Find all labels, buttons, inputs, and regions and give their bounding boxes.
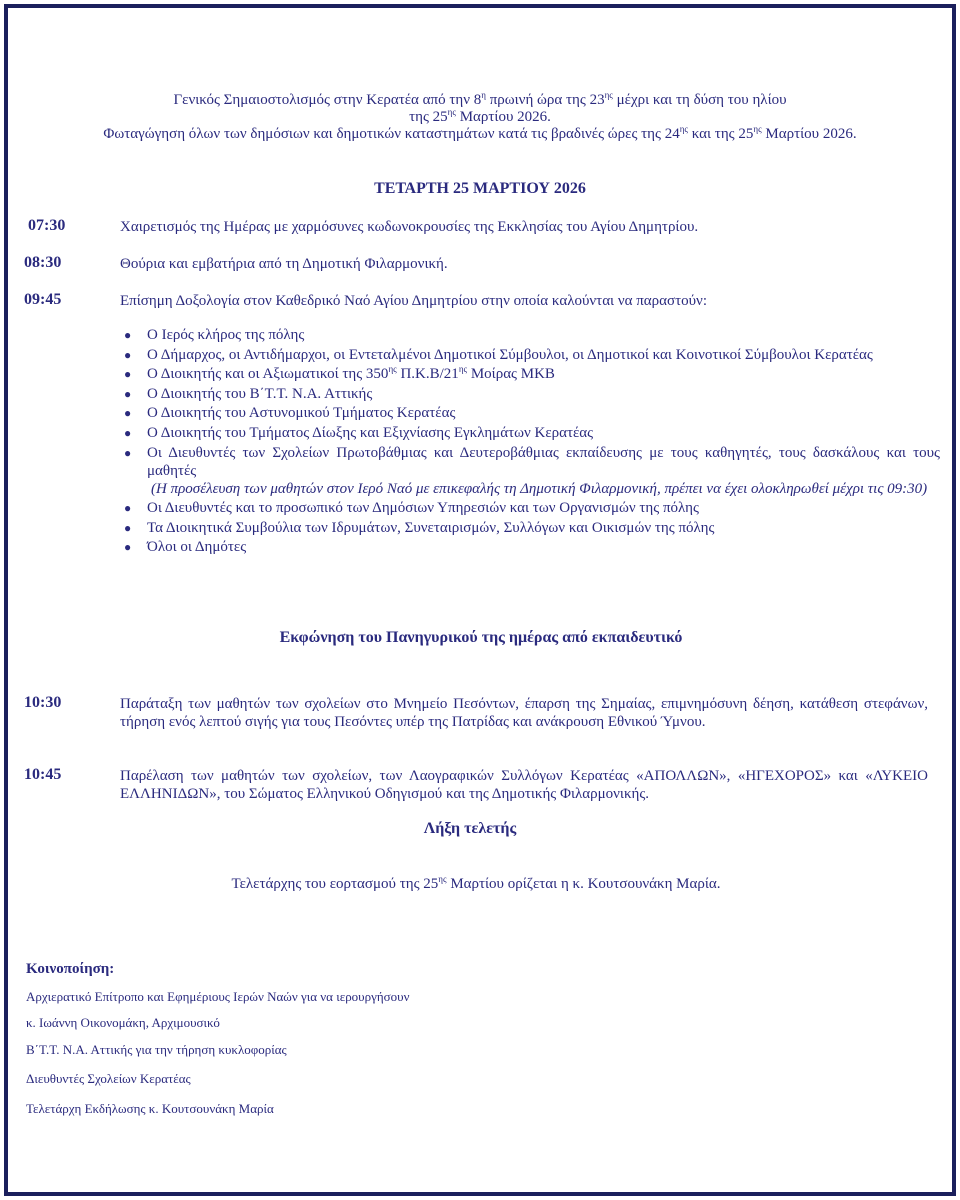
bullet-icon: ●: [124, 367, 132, 382]
list-item-text: Οι Διευθυντές των Σχολείων Πρωτοβάθμιας και Δευτεροβάθμιας εκπαίδευσης με τους καθηγητές, τους δασκάλους και τους μαθητές: [147, 444, 940, 479]
ordinal-suffix: ης: [388, 364, 397, 375]
ordinal-suffix: η: [481, 90, 486, 100]
cc-item: Τελετάρχη Εκδήλωσης κ. Κουτσουνάκη Μαρία: [26, 1101, 274, 1116]
master-text: Μαρτίου ορίζεται η κ. Κουτσουνάκη Μαρία.: [446, 876, 721, 892]
list-item-text: Μοίρας ΜΚΒ: [467, 366, 555, 383]
list-item-text: Όλοι οι Δημότες: [147, 539, 247, 556]
list-item: [120, 365, 940, 383]
intro-text: και της 25: [687, 126, 754, 142]
list-item: [120, 538, 940, 556]
schedule-text: Θούρια και εμβατήρια από τη Δημοτική Φιλαρμονική.: [120, 256, 448, 272]
list-item-text: Π.Κ.Β/21: [396, 366, 459, 383]
list-item: [120, 385, 940, 403]
ordinal-suffix: ης: [604, 90, 613, 100]
bullet-icon: ●: [124, 328, 132, 342]
list-item: [120, 346, 940, 364]
cc-item: Β΄Τ.Τ. Ν.Α. Αττικής για την τήρηση κυκλοφορίας: [26, 1042, 287, 1057]
ordinal-suffix: ης: [679, 124, 688, 134]
list-item: [120, 326, 940, 344]
cc-item: κ. Ιωάννη Οικονομάκη, Αρχιμουσικό: [26, 1015, 220, 1030]
list-item: [120, 404, 940, 422]
list-item: [120, 444, 940, 498]
list-item: [120, 424, 940, 442]
list-item-text: Ο Διοικητής του Β΄Τ.Τ. Ν.Α. Αττικής: [147, 385, 373, 402]
ordinal-suffix: ης: [458, 364, 468, 375]
bullet-icon: ●: [124, 445, 132, 460]
attendees-list: [120, 326, 940, 558]
schedule-time: 07:30: [28, 217, 66, 234]
intro-text: Φωταγώγηση όλων των δημόσιων και δημοτικών καταστημάτων κατά τις βραδινές ώρες της 24: [103, 126, 680, 142]
schedule-time: 10:45: [24, 766, 62, 783]
cc-item: Αρχιερατικό Επίτροπο και Εφημέριους Ιερών Ναών για να ιερουργήσουν: [26, 989, 410, 1004]
day-heading: ΤΕΤΑΡΤΗ 25 ΜΑΡΤΙΟΥ 2026: [374, 180, 586, 197]
ordinal-suffix: ης: [438, 874, 447, 884]
master-of-ceremonies: [0, 875, 952, 893]
intro-line-3: [0, 126, 960, 143]
bullet-icon: ●: [124, 540, 132, 555]
schedule-text: Παρέλαση των μαθητών των σχολείων, των Λαογραφικών Συλλόγων Κερατέας «ΑΠΟΛΛΩΝ», «ΗΓΕΧΟΡΟΣ» και «ΛΥΚΕΙΟ ΕΛΛΗΝΙΔΩΝ», του Σώματος Ελληνικού Οδηγισμού και της Δημοτικής Φιλαρμονικής.: [120, 768, 928, 802]
schedule-text: Χαιρετισμός της Ημέρας με χαρμόσυνες κωδωνοκρουσίες της Εκκλησίας του Αγίου Δημητρίου.: [120, 219, 699, 235]
list-item-text: Ο Διοικητής του Αστυνομικού Τμήματος Κερατέας: [147, 405, 456, 422]
list-item: [120, 519, 940, 537]
bullet-icon: ●: [124, 347, 132, 362]
schedule-text: Παράταξη των μαθητών των σχολείων στο Μνημείο Πεσόντων, έπαρση της Σημαίας, επιμνημόσυνη δέηση, κατάθεση στεφάνων, τήρηση ενός λεπτού σιγής για τους Πεσόντες υπέρ της Πατρίδας και ανάκρουση Εθνικού Ύμνου.: [120, 696, 928, 730]
intro-line-2: [0, 109, 960, 126]
list-item: [120, 499, 940, 517]
master-text: Τελετάρχης του εορτασμού της 25: [231, 876, 439, 892]
bullet-icon: ●: [124, 386, 132, 401]
intro-text: Γενικός Σημαιοστολισμός στην Κερατέα από την 8: [173, 92, 482, 108]
bullet-icon: ●: [124, 520, 132, 535]
schedule-time: 09:45: [24, 291, 62, 308]
bullet-icon: ●: [124, 501, 132, 516]
ordinal-suffix: ης: [447, 107, 456, 117]
intro-text: Μαρτίου 2026.: [761, 126, 857, 142]
schedule-text: Επίσημη Δοξολογία στον Καθεδρικό Ναό Αγίου Δημητρίου στην οποία καλούνται να παραστούν:: [120, 293, 707, 309]
intro-text: Μαρτίου 2026.: [455, 109, 551, 125]
list-item-text: Ο Διοικητής και οι Αξιωματικοί της 350: [147, 366, 389, 383]
panegyric-heading: Εκφώνηση του Πανηγυρικού της ημέρας από εκπαιδευτικό: [279, 629, 683, 646]
bullet-icon: ●: [124, 425, 132, 440]
intro-line-1: [0, 92, 960, 109]
bullet-icon: ●: [124, 406, 132, 421]
end-heading: Λήξη τελετής: [423, 820, 517, 837]
list-item-note: (Η προσέλευση των μαθητών στον Ιερό Ναό με επικεφαλής τη Δημοτική Φιλαρμονική, πρέπει να έχει ολοκληρωθεί μέχρι τις 09:30): [151, 480, 928, 497]
cc-title: Κοινοποίηση:: [26, 961, 115, 977]
list-item-text: Οι Διευθυντές και το προσωπικό των Δημόσιων Υπηρεσιών και των Οργανισμών της πόλης: [147, 500, 699, 517]
list-item-text: Ο Δήμαρχος, οι Αντιδήμαρχοι, οι Εντεταλμένοι Δημοτικοί Σύμβουλοι, οι Δημοτικοί και Κοινοτικοί Σύμβουλοι Κερατέας: [147, 346, 873, 363]
cc-item: Διευθυντές Σχολείων Κερατέας: [26, 1071, 191, 1086]
intro-text: της 25: [409, 109, 448, 125]
ordinal-suffix: ης: [753, 124, 762, 134]
schedule-time: 10:30: [24, 694, 62, 711]
intro-text: πρωινή ώρα της 23: [485, 92, 605, 108]
list-item-text: Τα Διοικητικά Συμβούλια των Ιδρυμάτων, Συνεταιρισμών, Συλλόγων και Οικισμών της πόλης: [147, 519, 715, 536]
list-item-text: Ο Ιερός κλήρος της πόλης: [147, 327, 305, 343]
schedule-time: 08:30: [24, 254, 62, 271]
intro-text: μέχρι και τη δύση του ηλίου: [612, 92, 787, 108]
list-item-text: Ο Διοικητής του Τμήματος Δίωξης και Εξιχνίασης Εγκλημάτων Κερατέας: [147, 424, 594, 441]
